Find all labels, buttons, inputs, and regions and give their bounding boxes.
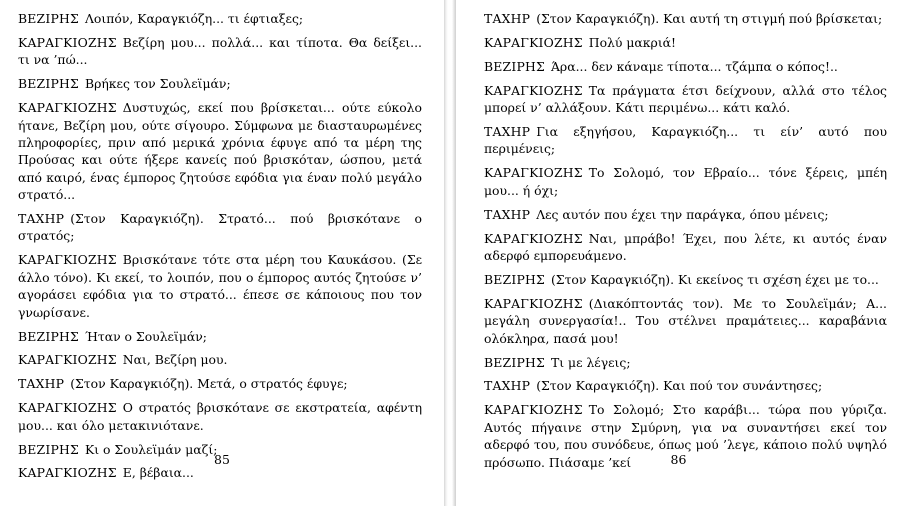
speaker-name: ΚΑΡΑΓΚΙΟΖΗΣ: [484, 165, 583, 181]
speaker-name: ΚΑΡΑΓΚΙΟΖΗΣ: [484, 295, 583, 311]
speaker-name: ΤΑΧΗΡ: [484, 11, 531, 26]
dialogue-paragraph: [18, 34, 422, 69]
speaker-name: ΒΕΖΙΡΗΣ: [18, 76, 79, 92]
left-page: [0, 0, 444, 506]
dialogue-paragraph: [18, 10, 422, 27]
speaker-name: ΚΑΡΑΓΚΙΟΖΗΣ: [18, 465, 117, 481]
book-gutter: [444, 0, 456, 506]
speaker-name: ΒΕΖΙΡΗΣ: [484, 354, 545, 370]
dialogue-text: Ο στρατός βρισκότανε σε εκστρατεία, αφέντη μου... και όλο μετακινιότανε.: [18, 400, 422, 433]
dialogue-text: Δυστυχώς, εκεί που βρίσκεται... ούτε εύκολο ήτανε, Βεζίρη μου, ούτε σίγουρο. Σύμφωνα με διασταυρωμένες πληροφορίες, πριν από μερικά χρόνια έφυγε από τα μέρη της Προύσας και ούτε ήξερε κανείς πού βρισκόταν, ώσπου, μετά από καιρό, ένας έμπορος ζητούσε εφόδια για έναν πολύ μεγάλο στρατό...: [18, 100, 422, 203]
dialogue-paragraph: [484, 164, 887, 199]
dialogue-text: Το Σολομό, τον Εβραίο... τόνε ξέρεις, μπέη μου... ή όχι;: [484, 165, 887, 198]
speaker-name: ΚΑΡΑΓΚΙΟΖΗΣ: [484, 34, 583, 50]
speaker-name: ΚΑΡΑΓΚΙΟΖΗΣ: [18, 34, 117, 50]
dialogue-paragraph: [18, 464, 422, 481]
right-page-body: [484, 10, 887, 471]
dialogue-paragraph: [484, 377, 887, 394]
dialogue-text: (Στον Καραγκιόζη). Κι εκείνος τι σχέση έχει με το...: [550, 271, 879, 287]
dialogue-text: (Στον Καραγκιόζη). Και πού τον συνάντησες;: [536, 378, 823, 394]
dialogue-text: (Στον Καραγκιόζη). Στρατό... πού βρισκότανε ο στρατός;: [18, 211, 422, 244]
speaker-name: ΚΑΡΑΓΚΙΟΖΗΣ: [484, 82, 583, 98]
speaker-name: ΚΑΡΑΓΚΙΟΖΗΣ: [18, 252, 117, 268]
dialogue-text: Βρήκες τον Σουλεϊμάν;: [84, 76, 231, 92]
dialogue-text: Ε, βέβαια...: [122, 465, 194, 481]
dialogue-text: Άρα... δεν κάναμε τίποτα... τζάμπα ο κόπος!..: [550, 58, 838, 74]
dialogue-paragraph: [18, 251, 422, 321]
dialogue-text: Ήταν ο Σουλεϊμάν;: [84, 328, 207, 344]
dialogue-paragraph: [484, 354, 887, 371]
dialogue-text: Πολύ μακριά!: [588, 34, 677, 50]
speaker-name: ΚΑΡΑΓΚΙΟΖΗΣ: [484, 230, 583, 246]
dialogue-paragraph: [18, 210, 422, 245]
dialogue-text: Λοιπόν, Καραγκιόζη... τι έφτιαξες;: [84, 11, 304, 26]
dialogue-paragraph: [484, 206, 887, 223]
page-number: 86: [670, 452, 687, 467]
dialogue-paragraph: [484, 295, 887, 347]
dialogue-paragraph: [18, 75, 422, 92]
dialogue-paragraph: [484, 271, 887, 288]
speaker-name: ΚΑΡΑΓΚΙΟΖΗΣ: [18, 352, 117, 368]
dialogue-text: (Διακόπτοντάς τον). Με το Σουλεϊμάν; Α... μεγάλη συνεργασία!.. Του στέλνει πραμάτειες... καραβάνια ολόκληρα, πασά μου!: [484, 295, 887, 346]
dialogue-text: Ναι, μπράβο! Έχει, που λέτε, κι αυτός έναν αδερφό εμπορευάμενο.: [484, 230, 887, 263]
dialogue-text: Τι με λέγεις;: [550, 354, 631, 370]
dialogue-paragraph: [18, 351, 422, 368]
dialogue-text: Κι ο Σουλεϊμάν μαζί;: [84, 441, 218, 457]
left-page-body: [18, 10, 422, 482]
speaker-name: ΒΕΖΙΡΗΣ: [18, 328, 79, 344]
speaker-name: ΒΕΖΙΡΗΣ: [18, 11, 79, 26]
speaker-name: ΚΑΡΑΓΚΙΟΖΗΣ: [18, 400, 117, 416]
speaker-name: ΚΑΡΑΓΚΙΟΖΗΣ: [18, 100, 117, 116]
dialogue-text: Βρισκότανε τότε στα μέρη του Καυκάσου. (Σε άλλο τόνο). Κι εκεί, το λοιπόν, που ο έμπορος αυτός ζητούσε ν’ αγοράσει εφόδια για το στρατό... έπεσε σε κάποιους που τον γνωρίσανε.: [18, 252, 422, 320]
speaker-name: ΒΕΖΙΡΗΣ: [484, 58, 545, 74]
dialogue-text: Λες αυτόν που έχει την παράγκα, όπου μένεις;: [536, 206, 829, 222]
speaker-name: ΤΑΧΗΡ: [18, 376, 65, 392]
dialogue-paragraph: [484, 230, 887, 265]
dialogue-text: (Στον Καραγκιόζη). Και αυτή τη στιγμή πού βρίσκεται;: [536, 11, 883, 26]
dialogue-paragraph: [484, 34, 887, 51]
dialogue-paragraph: [18, 328, 422, 345]
speaker-name: ΤΑΧΗΡ: [18, 211, 65, 227]
dialogue-text: Το Σολομό; Στο καράβι... τώρα που γύριζα. Αυτός πήγαινε στην Σμύρνη, για να συναντήσει εκεί τον αδερφό του, που συνόδευε, όπως μού ’λεγε, κάποιο πολύ υψηλό πρόσωπο. Πιάσαμε ’κεί: [484, 402, 887, 470]
dialogue-text: Βεζίρη μου... πολλά... και τίποτα. Θα δείξει... τι να ’πώ...: [18, 34, 422, 68]
speaker-name: ΤΑΧΗΡ: [484, 124, 531, 140]
page-number: 85: [214, 452, 230, 467]
dialogue-paragraph: [484, 82, 887, 117]
dialogue-paragraph: [18, 375, 422, 392]
speaker-name: ΤΑΧΗΡ: [484, 378, 531, 394]
dialogue-text: Ναι, Βεζίρη μου.: [122, 352, 228, 368]
dialogue-text: Τα πράγματα έτσι δείχνουν, αλλά στο τέλος μπορεί ν’ αλλάξουν. Κάτι περιμένω... κάτι καλό.: [484, 82, 887, 116]
right-page: [456, 0, 901, 506]
speaker-name: ΒΕΖΙΡΗΣ: [18, 441, 79, 457]
dialogue-paragraph: [484, 10, 887, 27]
dialogue-paragraph: [484, 123, 887, 158]
speaker-name: ΚΑΡΑΓΚΙΟΖΗΣ: [484, 402, 583, 418]
speaker-name: ΤΑΧΗΡ: [484, 206, 531, 222]
dialogue-text: (Στον Καραγκιόζη). Μετά, ο στρατός έφυγε;: [70, 376, 348, 392]
dialogue-paragraph: [18, 399, 422, 434]
dialogue-paragraph: [484, 58, 887, 75]
speaker-name: ΒΕΖΙΡΗΣ: [484, 271, 545, 287]
dialogue-text: Για εξηγήσου, Καραγκιόζη... τι είν’ αυτό που περιμένεις;: [484, 124, 887, 157]
dialogue-paragraph: [18, 99, 422, 203]
